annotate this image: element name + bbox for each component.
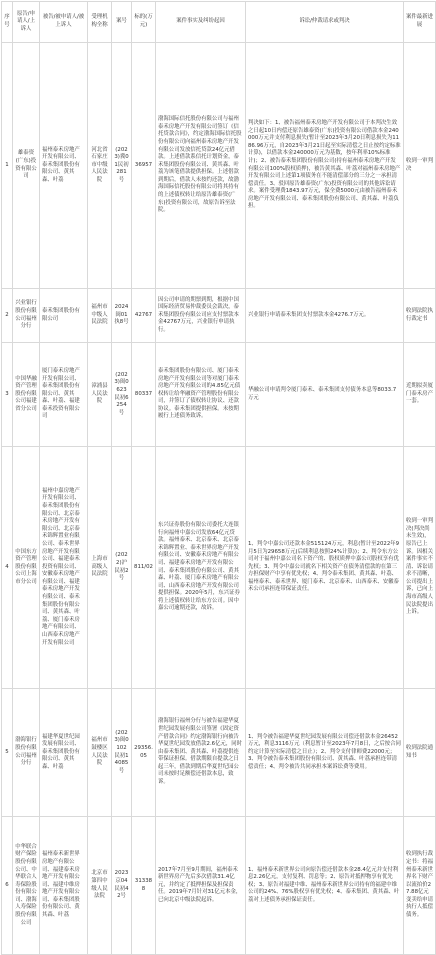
cell-case-no: 2023京04民初42号 (112, 817, 132, 955)
cell-plaintiff: 中国东方资产管理股份有限公司上海市分公司 (13, 447, 40, 689)
header-case-no: 案号 (112, 2, 132, 43)
cell-facts: 2017年7月至9月期间，福州泰禾新世界房产先后多次借款31.4亿元，并约定了抵押担保及担保责任。2019年7月针对31亿元本金，已向北京中级法院起诉。 (156, 817, 246, 955)
header-plaintiff: 原告/申请人/上诉人 (13, 2, 40, 43)
cell-progress: 收到法院执行裁定书 (404, 289, 436, 343)
table-row (2, 817, 436, 955)
cell-progress: 收到一审判决(判决尚未生效)，原告已上诉。因相关案件事实不清、诉讼请求不清晰，公司提出上诉，已向上海市高级人民法院提出上诉。 (404, 447, 436, 689)
table-row (2, 343, 436, 447)
cell-amount: 80337 (132, 343, 156, 447)
header-claims: 诉讼/仲裁请求或判决 (246, 2, 404, 43)
cell-progress: 收到法院通知书 (404, 689, 436, 817)
cell-plaintiff: 中华联合财产保险股份有限公司、中华联合人寿保险股份有限公司、渤海人寿保险股份有限公司 (13, 817, 40, 955)
table-row (2, 689, 436, 817)
cell-no: 1 (2, 43, 13, 289)
litigation-table (1, 1, 436, 955)
header-court: 受理机构全称 (88, 2, 112, 43)
cell-court: 上海市高级人民法院 (88, 447, 112, 689)
cell-amount: 811/02 (132, 447, 156, 689)
table-row (2, 289, 436, 343)
cell-facts: 因公司申请的期票到期，根据中国国际经济贸易仲裁委员会裁决，泰禾集团股份有限公司应支付票款本金42767万元，兴业银行申请执行。 (156, 289, 246, 343)
cell-defendant: 福建华夏世纪园发展有限公司、泰禾集团股份有限公司、黄其森、叶荔 (40, 689, 88, 817)
cell-amount: 42767 (132, 289, 156, 343)
cell-progress: 收到执行裁定书：将福州泰禾新世界名下财产以流拍价27.88亿元变卖给申请执行人抵偿债务。 (404, 817, 436, 955)
table-row (2, 447, 436, 689)
cell-case-no: (2023)闽0623民初6254号 (112, 343, 132, 447)
header-amount: 标的(万元) (132, 2, 156, 43)
header-progress: 案件最新进展 (404, 2, 436, 43)
cell-case-no: (2022)沪民初2号 (112, 447, 132, 689)
cell-case-no: 2024闽01执8号 (112, 289, 132, 343)
cell-defendant: 福州泰禾房地产开发有限公司、泰禾集团股份有限公司、黄其森、叶荔 (40, 43, 88, 289)
header-defendant: 被告/被申请人/被上诉人 (40, 2, 88, 43)
cell-court: 漳浦县人民法院 (88, 343, 112, 447)
cell-amount: 36957 (132, 43, 156, 289)
cell-amount: 313388 (132, 817, 156, 955)
cell-facts: 渤海国际信托股份有限公司与福州泰禾房地产开发有限公司签订《信托贷款合同》，约定渤海国际信托股份有限公司向福州泰禾房地产开发有限公司发放信托贷款24亿元借款。上述借款系信托计划资金，泰禾集团股份有限公司、黄其森、叶荔为该笔借款提供担保。上述借款到期后，借款人未按约还款，故渤海国际信托股份有限公司将其持有的上述债权转让给原告雄泰资(广东)投资有限公司，故原告诉至法院。 (156, 43, 246, 289)
cell-court: 北京市第四中级人民法院 (88, 817, 112, 955)
cell-no: 2 (2, 289, 13, 343)
cell-facts: 泰禾集团股份有限公司、厦门泰禾房地产开发有限公司等对厦门泰禾房地产开发有限公司的4.85亿元债权转让给华融资产管理股份有限公司，并签订了债权转让协议、还款协议。泰禾集团提供担保。未按期履行上述债务致诉。 (156, 343, 246, 447)
cell-claims: 1、判令被告福建华夏世纪园发展有限公司偿还借款本金26452万元，利息3116万元（利息暂计至2023年7月8日，之后按合同约定计算至实际清偿之日止）；2、判令支付律师费22000元；3、判令被告泰禾集团股份有限公司、黄其森、叶荔承担连带清偿责任；4、判令被告共同承担本案诉讼费等费用。 (246, 689, 404, 817)
cell-progress: 收到一审判决 (404, 43, 436, 289)
header-no: 序号 (2, 2, 13, 43)
cell-defendant: 福州泰禾新世界房地产有限公司、福建泰禾房地产开发有限公司、福建中维房地产开发有限公司、泰禾集团股份有限公司、黄其森、叶荔 (40, 817, 88, 955)
cell-claims: 华融公司申请判令厦门泰禾、泰禾集团支付债务本息等8033.7万元 (246, 343, 404, 447)
cell-no: 5 (2, 689, 13, 817)
cell-case-no: (2023)冀01民初281号 (112, 43, 132, 289)
cell-facts: 东兴证券股份有限公司委托大连银行向福州中嘉公司发放64亿元贷款。福州泰禾、北京泰禾、北京泰禾锦辉置业、泰禾世界房地产开发有限公司、安徽泰禾房地产有限公司、福建泰禾房地产开发有限公司、泰禾集团股份有限公司、黄其森、叶荔、厦门泰禾房地产有限公司、山西泰禾房地产开发有限公司提供担保。2020年5月，东兴证券将上述债权转让给东方公司。因中嘉公司逾期还款，故诉。 (156, 447, 246, 689)
cell-claims: 1、福州泰禾新世界公司向原告偿还借款本金28.4亿元并支付利息2.26亿元，支付复利、罚息等；2、原告对抵押物享有优先权；3、原告对福建中维、福州泰禾新世界公司持有的福建中维公司的24%、76%股权享有优先权；4、泰禾集团、黄其森、叶荔对上述债务承担保证责任。 (246, 817, 404, 955)
header-facts: 案件事实及纠纷起因 (156, 2, 246, 43)
cell-court: 福州市鼓楼区人民法院 (88, 689, 112, 817)
cell-defendant: 厦门泰禾房地产开发有限公司、泰禾集团股份有限公司、黄其森、叶荔、福建泰禾投资有限公司 (40, 343, 88, 447)
cell-facts: 渤海银行福州分行与被告福建华夏世纪园发展有限公司签署《固定资产借款合同》约定渤海银行向被告华夏世纪园发放借款2.6亿元，同时由泰禾集团、黄其森、叶荔提供连带保证担保。借款期限自提款之日起三年，借款到期后华夏世纪园公司未按时足额偿还借款本息，致诉。 (156, 689, 246, 817)
cell-plaintiff: 中国华融资产管理股份有限公司福建省分公司 (13, 343, 40, 447)
table-row (2, 43, 436, 289)
cell-amount: 29356.05 (132, 689, 156, 817)
cell-no: 3 (2, 343, 13, 447)
cell-claims: 判决如下：1、被告福州泰禾房地产开发有限公司于本判决生效之日起10日内偿还原告雄泰资(广东)投资有限公司借款本金240000万元并支付利息损失(暂计至2023年3月20日利息损失为1186.96万元，自2023年3月21日起至实际清偿之日止按约定标准计算)，以借款本金240000万元为基数，按年利率10%标准计)；2、被告泰禾集团股份有限公司(持有福州泰禾房地产开发有限公司100%股权质押)，被告黄其森、叶荔对福州泰禾房地产开发有限公司上述第1项债务在不能清偿部分的三分之一承担清偿责任。3、驳回原告雄泰资(广东)投资有限公司的其他诉讼请求。案件受理费1843.97万元，保全费5000元由被告福州泰禾房地产开发有限公司、泰禾集团股份有限公司、黄其森、叶荔负担。 (246, 43, 404, 289)
cell-no: 4 (2, 447, 13, 689)
cell-progress: 近期拟卖厦门泰禾房产一套。 (404, 343, 436, 447)
cell-plaintiff: 兴业银行股份有限公司福州分行 (13, 289, 40, 343)
cell-case-no: (2023)闽0102民初14085号 (112, 689, 132, 817)
cell-plaintiff: 渤海银行股份有限公司福州分行 (13, 689, 40, 817)
cell-claims: 兴业银行申请泰禾集团支付票款本金4276.7万元。 (246, 289, 404, 343)
cell-plaintiff: 雄泰资(广东)投资有限公司 (13, 43, 40, 289)
cell-court: 河北省石家庄市中级人民法院 (88, 43, 112, 289)
cell-defendant: 泰禾集团股份有限公司 (40, 289, 88, 343)
cell-claims: 1、判令中嘉公司还款本金515124万元，利息(暂计至2022年9月5日为29658万元(后续利息按照24%计算))；2、判令东方公司对于福州中嘉公司名下资产的、股权质押中嘉公司股权享有优先权；3、判令中嘉公司就名下相关资产在债务清偿款的在第三方担保财产中享有优先权；4、判令泰禾集团、黄其森、叶荔、福州泰禾、泰禾世界、厦门泰禾、北京泰禾、山西泰禾、安徽泰禾公司承担连带保证责任。 (246, 447, 404, 689)
table-header-row (2, 2, 436, 43)
cell-defendant: 福州中嘉房地产开发有限公司、泰禾集团股份有限公司、北京泰禾房地产开发有限公司、北京泰禾锦辉置业有限公司、泰禾世界房地产开发有限公司、福建泰禾投资有限公司、安徽泰禾房地产有限公司、福建泰禾房地产开发有限公司、泰禾集团股份有限公司、黄其森、叶荔、厦门泰禾房地产有限公司、山西泰禾房地产开发有限公司 (40, 447, 88, 689)
cell-no: 6 (2, 817, 13, 955)
cell-court: 福州市中级人民法院 (88, 289, 112, 343)
